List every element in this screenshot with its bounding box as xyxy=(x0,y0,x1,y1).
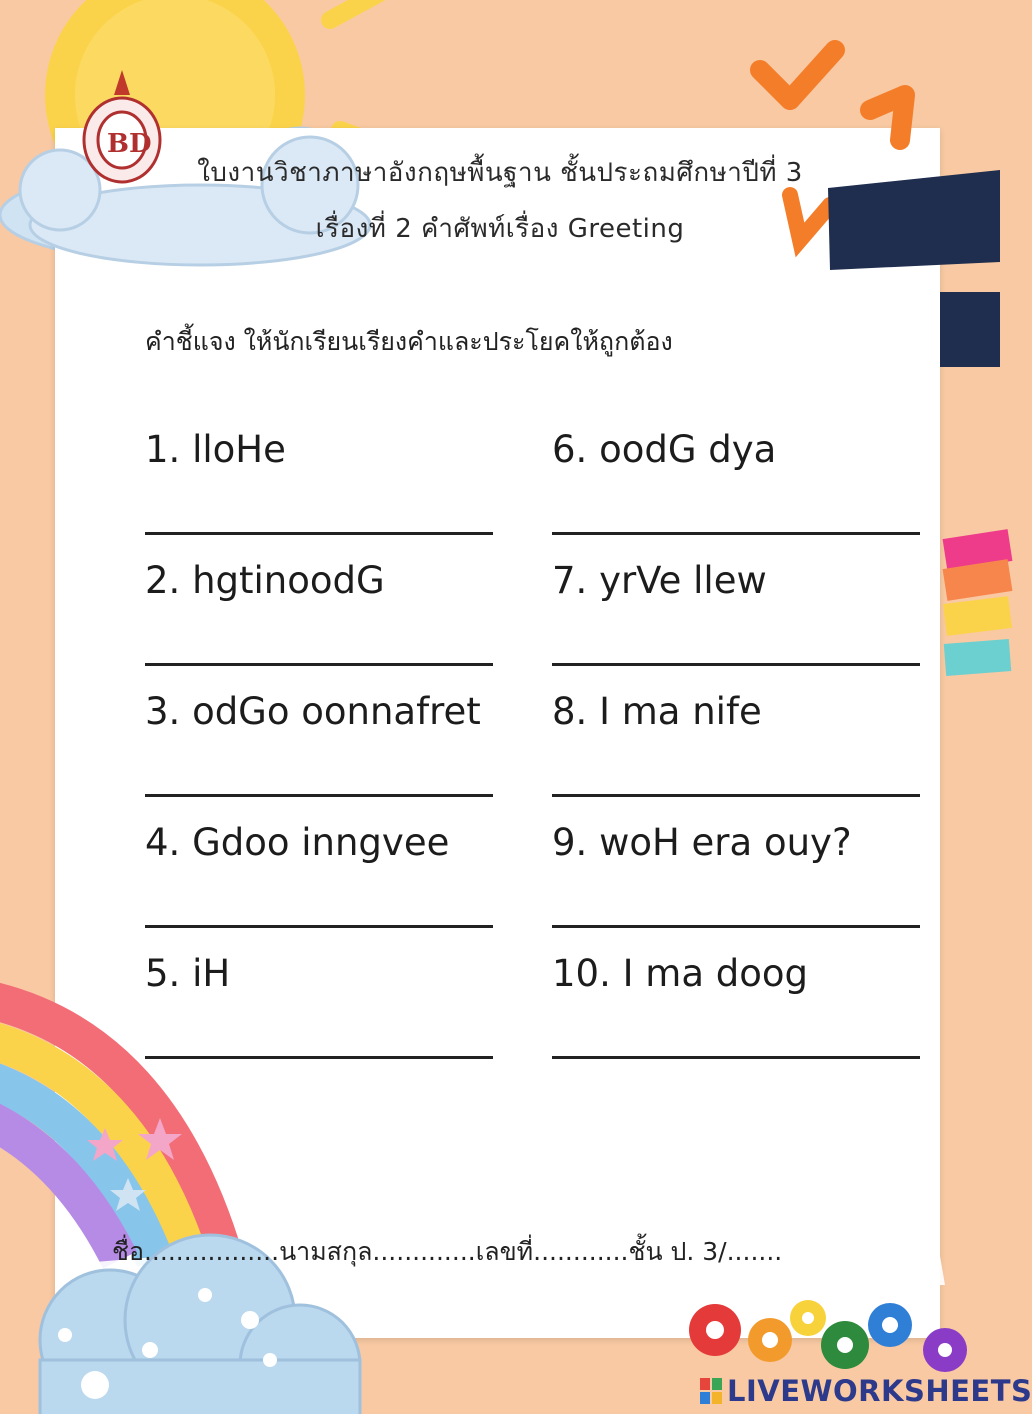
item-10: 10. I ma doog xyxy=(552,952,809,995)
answer-line-6[interactable] xyxy=(552,532,920,535)
flower-icon xyxy=(689,1300,967,1372)
answer-line-4[interactable] xyxy=(145,925,493,928)
answer-line-7[interactable] xyxy=(552,663,920,666)
item-6: 6. oodG dya xyxy=(552,428,777,471)
rainbow-right xyxy=(945,545,1010,660)
heart-icon xyxy=(760,50,905,140)
answer-line-8[interactable] xyxy=(552,794,920,797)
item-9: 9. woH era ouy? xyxy=(552,821,852,864)
student-info-line[interactable]: ชื่อ.................นามสกุล.............เลขที่............ชั้น ป. 3/....... xyxy=(112,1237,783,1266)
answer-line-3[interactable] xyxy=(145,794,493,797)
svg-text:BD: BD xyxy=(107,129,152,159)
answer-line-5[interactable] xyxy=(145,1056,493,1059)
rainbow-left xyxy=(0,1000,225,1260)
page-subtitle: เรื่องที่ 2 คำศัพท์เรื่อง Greeting xyxy=(315,214,685,244)
item-2: 2. hgtinoodG xyxy=(145,559,385,602)
answer-line-10[interactable] xyxy=(552,1056,920,1059)
liveworksheets-brand[interactable]: LIVEWORKSHEETS xyxy=(727,1374,1032,1408)
item-1: 1. lloHe xyxy=(145,428,286,471)
item-4: 4. Gdoo inngvee xyxy=(145,821,450,864)
item-7: 7. yrVe llew xyxy=(552,559,767,602)
liveworksheets-logo-icon xyxy=(700,1378,722,1404)
page-title: ใบงานวิชาภาษาอังกฤษพื้นฐาน ชั้นประถมศึกษาปีที่ 3 xyxy=(197,158,803,188)
answer-line-2[interactable] xyxy=(145,663,493,666)
item-8: 8. I ma nife xyxy=(552,690,762,733)
answer-line-1[interactable] xyxy=(145,532,493,535)
instructions: คำชี้แจง ให้นักเรียนเรียงคำและประโยคให้ถูกต้อง xyxy=(145,327,673,356)
navy-tape-right xyxy=(940,292,1000,367)
answer-line-9[interactable] xyxy=(552,925,920,928)
item-3: 3. odGo oonnafret xyxy=(145,690,481,733)
item-5: 5. iH xyxy=(145,952,231,995)
